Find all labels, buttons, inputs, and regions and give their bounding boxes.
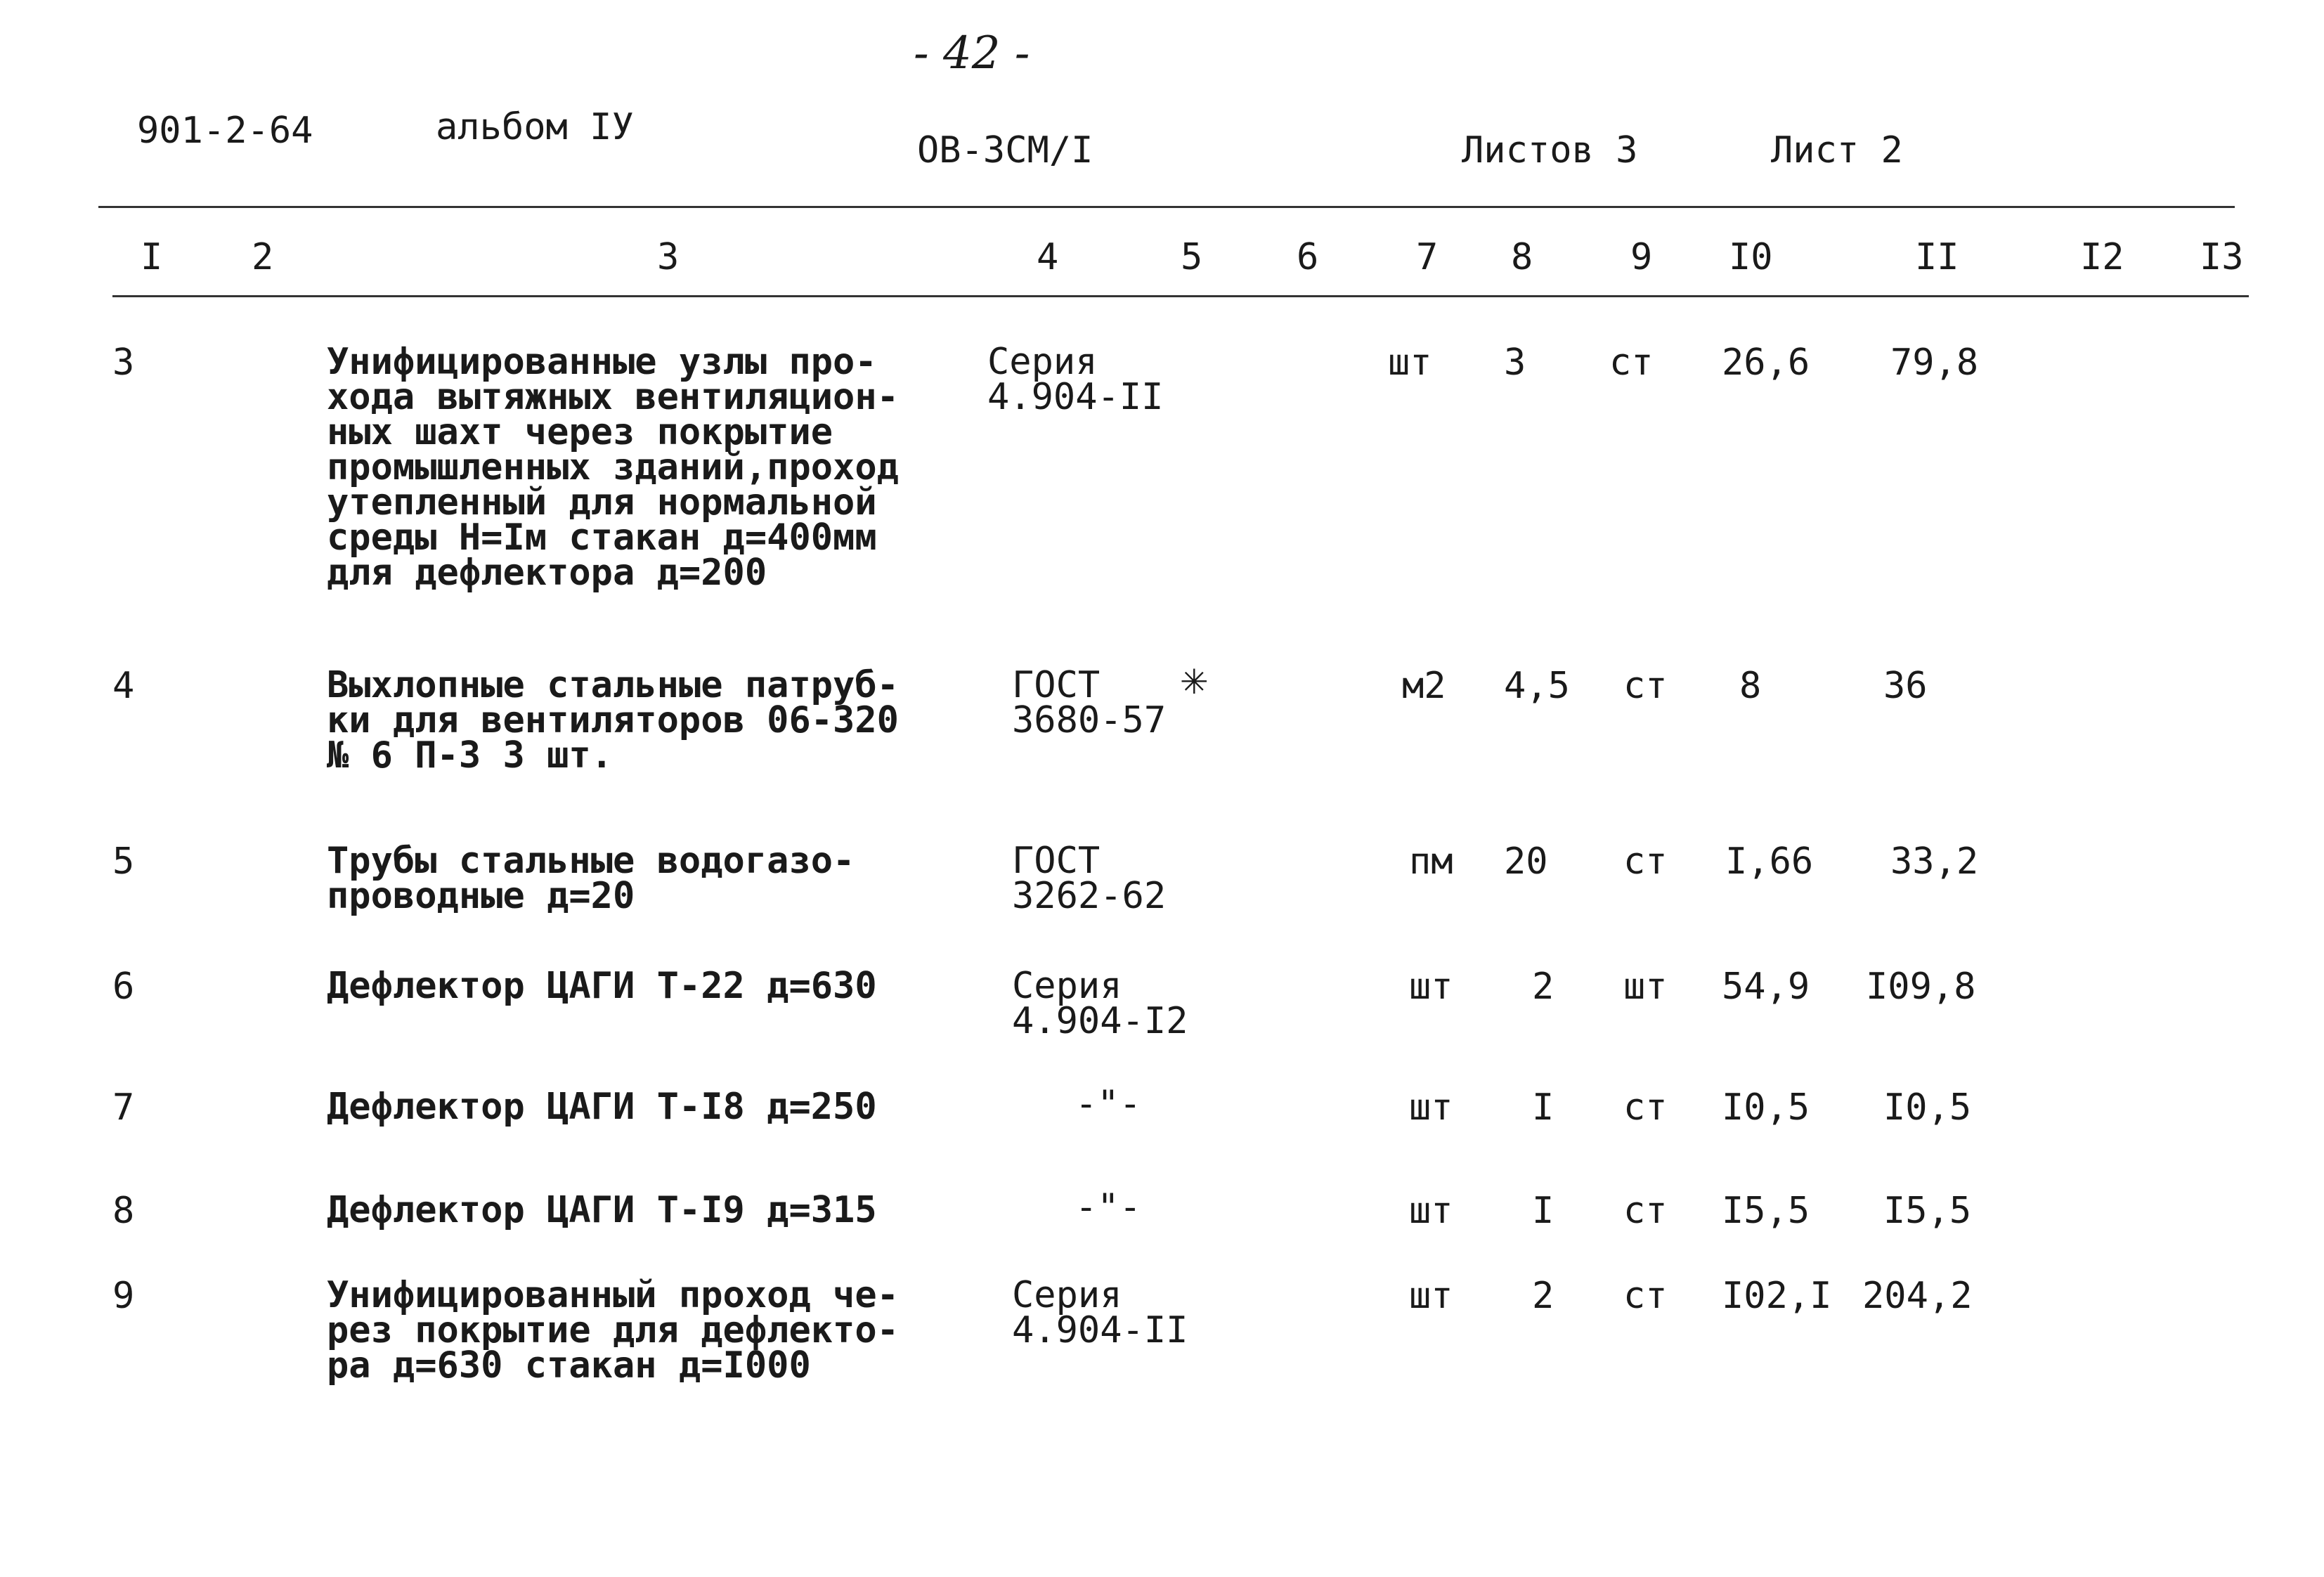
row-position: 9 <box>112 1275 135 1317</box>
sheet-number: Лист 2 <box>1771 129 1903 171</box>
row-quantity: I <box>1532 1086 1554 1129</box>
row-document: Серия 4.904-I2 <box>1012 965 1188 1042</box>
page-number: - 42 - <box>914 27 1030 79</box>
row-total-weight: 33,2 <box>1890 841 1979 883</box>
album-label: альбом IУ <box>436 106 634 148</box>
column-number: I <box>141 236 163 278</box>
header-rule-bottom <box>112 295 2249 297</box>
row-quantity: 3 <box>1504 342 1526 384</box>
row-material: ст <box>1623 1086 1668 1129</box>
column-number: 6 <box>1297 236 1319 278</box>
row-total-weight: 36 <box>1883 665 1928 707</box>
row-name: Дефлектор ЦАГИ Т-22 д=630 <box>327 965 877 1007</box>
column-number: I3 <box>2200 236 2244 278</box>
row-unit: шт <box>1409 1086 1453 1129</box>
row-name: Трубы стальные водогазо- проводные д=20 <box>327 840 855 917</box>
row-unit: пм <box>1409 841 1453 883</box>
row-position: 3 <box>112 342 135 384</box>
row-position: 8 <box>112 1190 135 1232</box>
row-position: 4 <box>112 665 135 707</box>
row-material: шт <box>1623 966 1668 1008</box>
row-quantity: 2 <box>1532 966 1554 1008</box>
row-total-weight: I5,5 <box>1883 1190 1972 1232</box>
row-unit-weight: 54,9 <box>1722 966 1810 1008</box>
column-number: 7 <box>1416 236 1439 278</box>
row-document: ГОСТ 3680-57 <box>1012 664 1167 741</box>
row-material: ст <box>1609 342 1654 384</box>
row-document: -"- <box>1075 1186 1141 1228</box>
row-total-weight: I09,8 <box>1866 966 1976 1008</box>
row-name: Унифицированные узлы про- хода вытяжных вентиляцион- ных шахт через покрытие промышленных зданий,проход утепленный для нормальной среды Н=Iм стакан д=400мм для дефлектора д=200 <box>327 341 899 594</box>
row-quantity: 20 <box>1504 841 1548 883</box>
row-unit-weight: I,66 <box>1725 841 1814 883</box>
row-unit: шт <box>1409 966 1453 1008</box>
column-number: 9 <box>1630 236 1653 278</box>
column-number: I2 <box>2080 236 2124 278</box>
row-material: ст <box>1623 1275 1668 1317</box>
column-number: II <box>1915 236 1959 278</box>
document-mark: ОВ-3СМ/I <box>917 129 1093 171</box>
row-position: 6 <box>112 966 135 1008</box>
row-unit-weight: I02,I <box>1722 1275 1832 1317</box>
row-position: 7 <box>112 1086 135 1129</box>
row-total-weight: 204,2 <box>1862 1275 1973 1317</box>
row-quantity: I <box>1532 1190 1554 1232</box>
row-name: Унифицированный проход че- рез покрытие для дефлекто- ра д=630 стакан д=I000 <box>327 1274 899 1387</box>
row-unit-weight: 8 <box>1739 665 1762 707</box>
row-total-weight: I0,5 <box>1883 1086 1972 1129</box>
row-name: Выхлопные стальные патруб- ки для вентиляторов 06-320 № 6 П-3 3 шт. <box>327 664 899 777</box>
row-document: ГОСТ 3262-62 <box>1012 840 1167 917</box>
row-document: Серия 4.904-II <box>1012 1274 1188 1351</box>
row-material: ст <box>1623 1190 1668 1232</box>
column-number: 8 <box>1511 236 1533 278</box>
row-unit: шт <box>1409 1275 1453 1317</box>
sheets-count: Листов 3 <box>1462 129 1638 171</box>
row-unit: м2 <box>1402 665 1446 707</box>
row-unit-weight: I0,5 <box>1722 1086 1810 1129</box>
row-unit-weight: 26,6 <box>1722 342 1810 384</box>
column-number: 4 <box>1037 236 1059 278</box>
row-unit: шт <box>1409 1190 1453 1232</box>
column-number: I0 <box>1729 236 1773 278</box>
row-unit: шт <box>1388 342 1432 384</box>
row-material: ст <box>1623 665 1668 707</box>
row-position: 5 <box>112 841 135 883</box>
row-name: Дефлектор ЦАГИ Т-I8 д=250 <box>327 1086 877 1128</box>
row-total-weight: 79,8 <box>1890 342 1979 384</box>
header-rule-top <box>98 206 2235 208</box>
column-number: 2 <box>252 236 274 278</box>
row-unit-weight: I5,5 <box>1722 1190 1810 1232</box>
row-material: ст <box>1623 841 1668 883</box>
row-document: -"- <box>1075 1083 1141 1125</box>
row-document: Серия 4.904-II <box>987 341 1164 418</box>
document-code: 901-2-64 <box>137 110 313 152</box>
row-quantity: 4,5 <box>1504 665 1570 707</box>
row-quantity: 2 <box>1532 1275 1554 1317</box>
column-number: 3 <box>657 236 680 278</box>
row-mark: ✳ <box>1181 653 1208 705</box>
column-number: 5 <box>1181 236 1203 278</box>
row-name: Дефлектор ЦАГИ Т-I9 д=315 <box>327 1189 877 1231</box>
